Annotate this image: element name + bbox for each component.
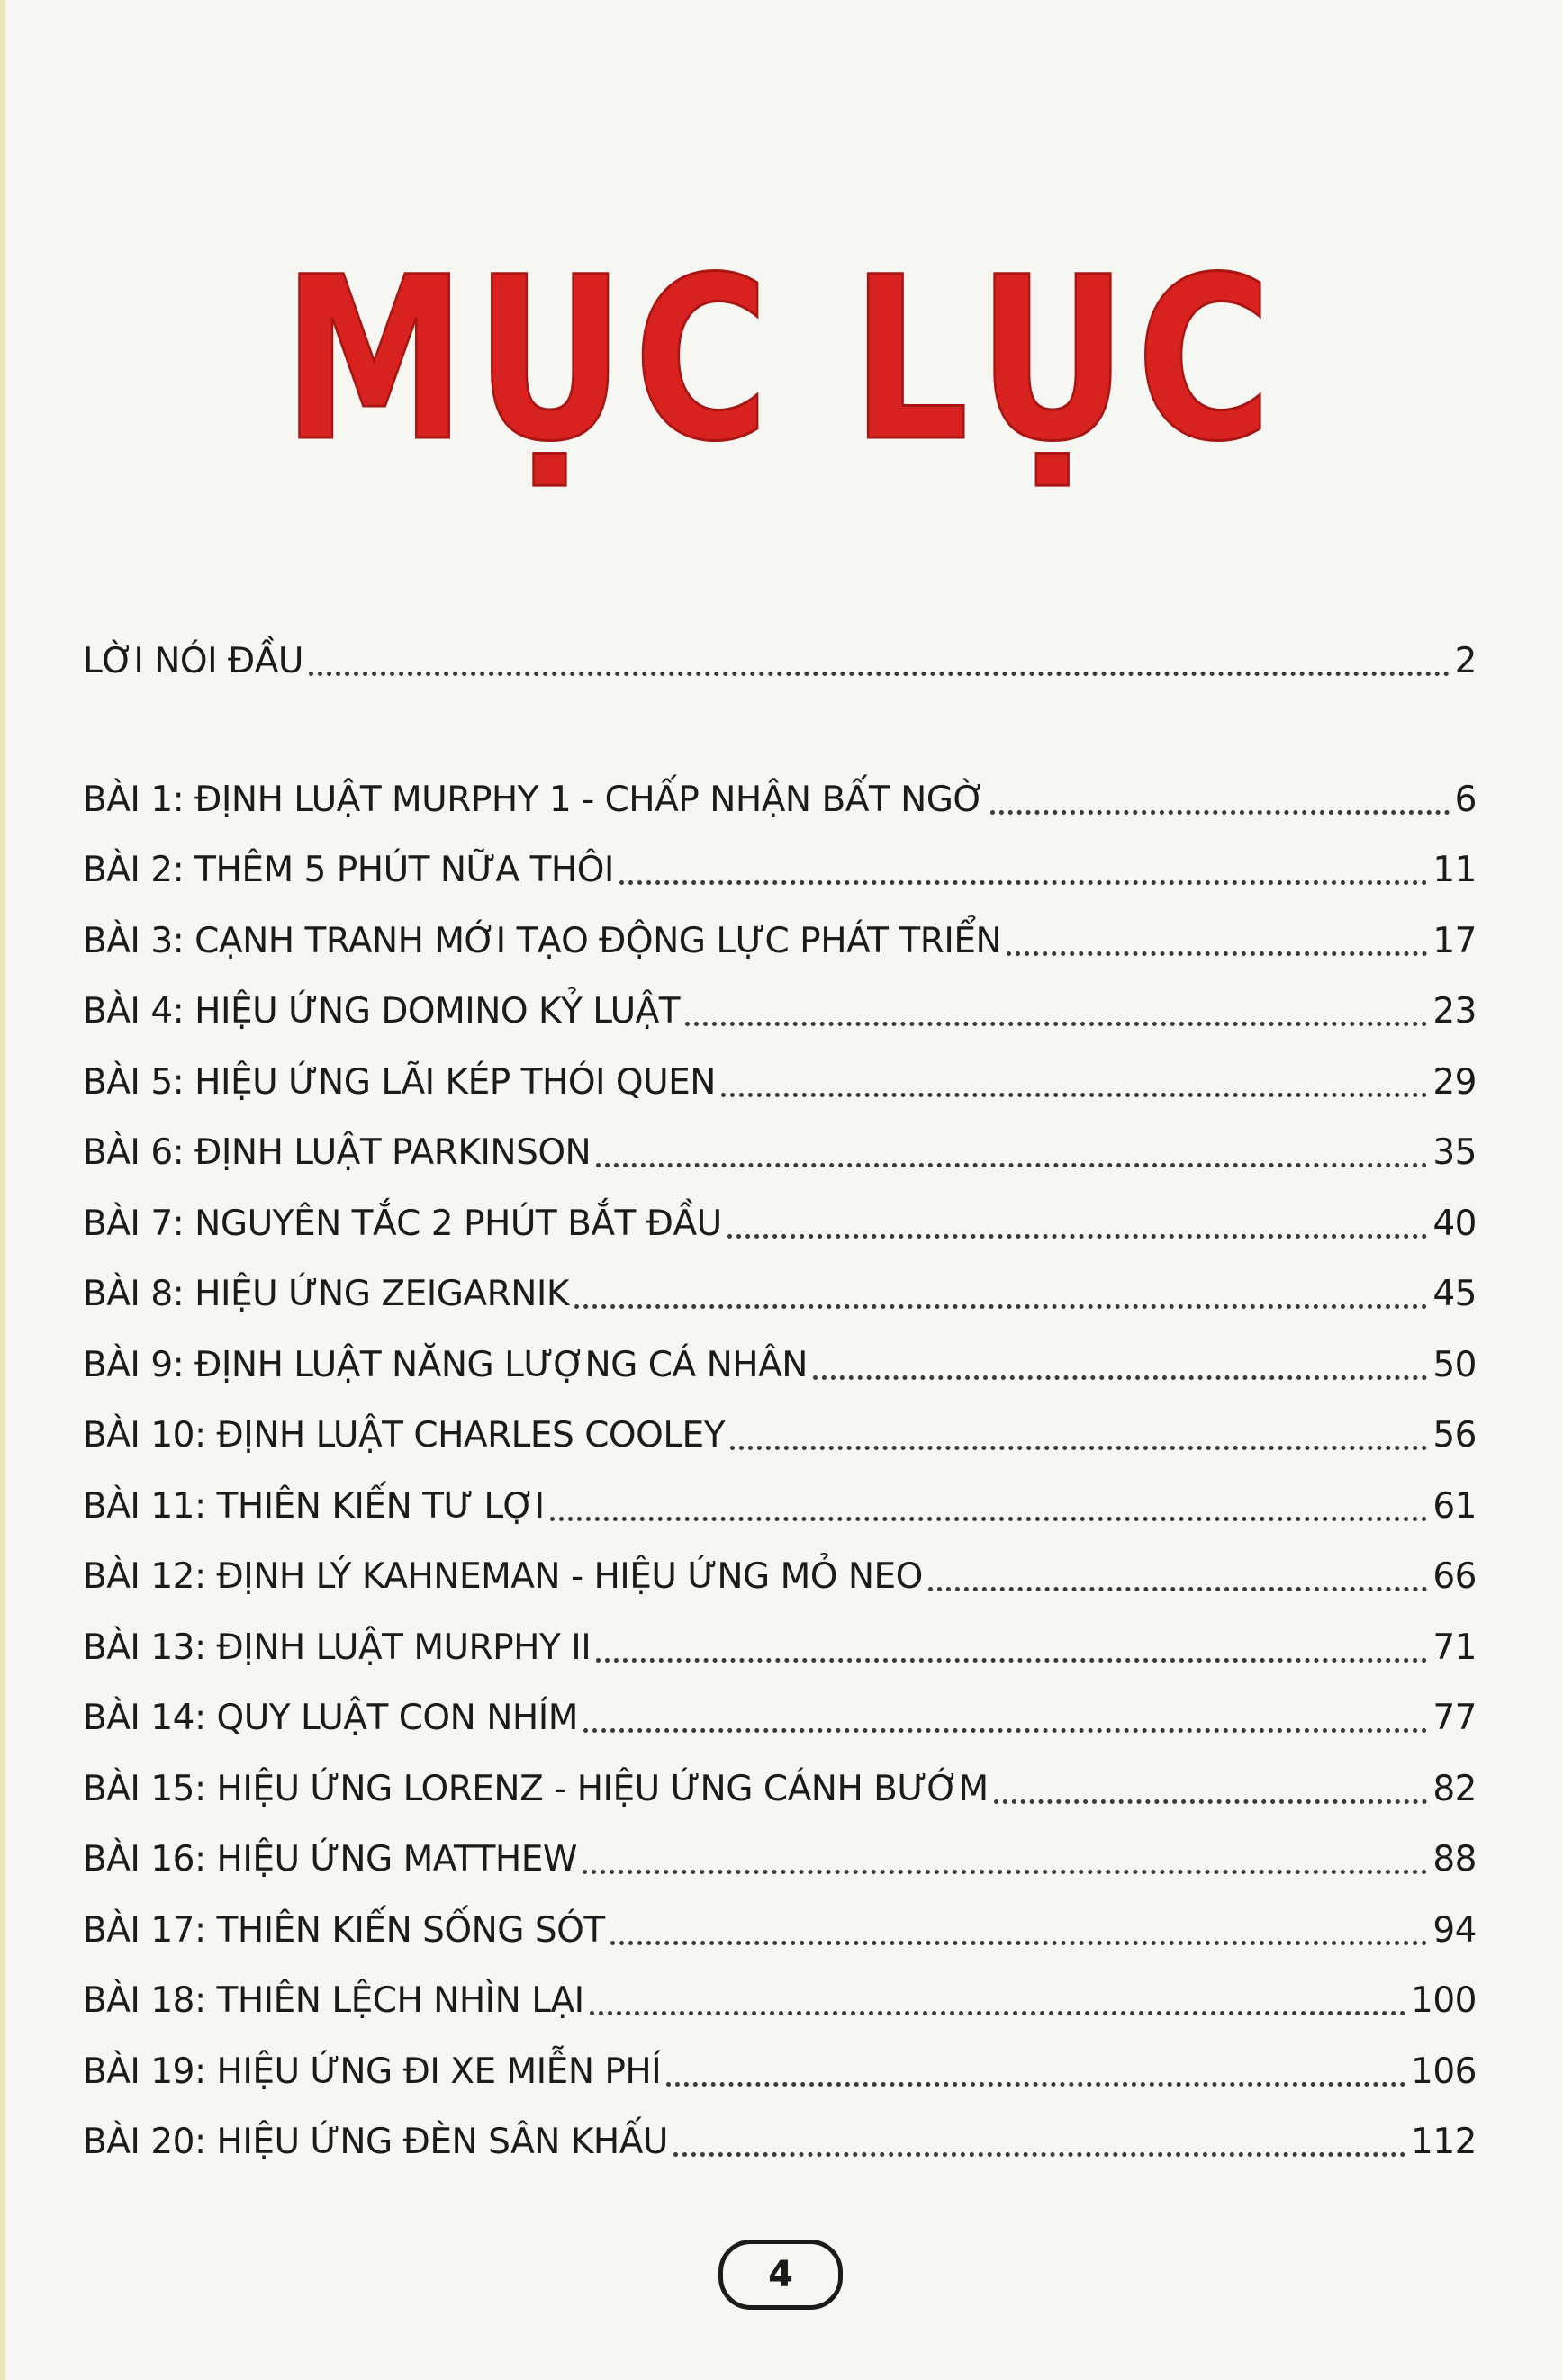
- toc-leader-dots: [574, 1304, 1427, 1309]
- toc-leader-dots: [730, 1446, 1427, 1450]
- toc-entry-lesson-5: [83, 1039, 1477, 1110]
- toc-entry-label: BÀI 17: THIÊN KIẾN SỐNG SÓT: [83, 1909, 605, 1951]
- toc-entry-label: BÀI 20: HIỆU ỨNG ĐÈN SÂN KHẤU: [83, 2122, 668, 2162]
- toc-entry-lesson-19: [83, 2028, 1477, 2099]
- toc-entry-lesson-18: [83, 1958, 1477, 2029]
- toc-entry-page: 6: [1454, 779, 1477, 820]
- toc-entry-page: 100: [1411, 1980, 1477, 2021]
- toc-leader-dots: [596, 1163, 1427, 1167]
- toc-entry-page: 11: [1432, 850, 1477, 890]
- toc-entry-lesson-4: [83, 969, 1477, 1040]
- toc-entry-page: 112: [1411, 2122, 1477, 2162]
- toc-entry-lesson-7: [83, 1180, 1477, 1251]
- toc-entry-label: BÀI 12: ĐỊNH LÝ KAHNEMAN - HIỆU ỨNG MỎ NEO: [83, 1556, 923, 1597]
- toc-entry-lesson-15: [83, 1745, 1477, 1817]
- toc-leader-dots: [619, 880, 1427, 885]
- toc-leader-dots: [583, 1870, 1427, 1874]
- toc-entry-label: BÀI 9: ĐỊNH LUẬT NĂNG LƯỢNG CÁ NHÂN: [83, 1344, 808, 1385]
- toc-entry-label: BÀI 6: ĐỊNH LUẬT PARKINSON: [83, 1132, 592, 1173]
- toc-entry-label: BÀI 2: THÊM 5 PHÚT NỮA THÔI: [83, 850, 614, 890]
- toc-leader-dots: [583, 1728, 1428, 1733]
- toc-entry-lesson-3: [83, 897, 1477, 969]
- toc-entry-lesson-16: [83, 1817, 1477, 1888]
- toc-entry-lesson-20: [83, 2099, 1477, 2170]
- toc-entry-page: 17: [1432, 920, 1477, 961]
- toc-entry-label: BÀI 18: THIÊN LỆCH NHÌN LẠI: [83, 1980, 584, 2021]
- toc-leader-dots: [721, 1093, 1427, 1097]
- toc-entry-label: BÀI 4: HIỆU ỨNG DOMINO KỶ LUẬT: [83, 991, 681, 1032]
- toc-lesson-list: [83, 756, 1477, 2169]
- toc-entry-label: BÀI 11: THIÊN KIẾN TƯ LỢI: [83, 1485, 545, 1527]
- toc-leader-dots: [994, 1799, 1428, 1804]
- toc-entry-page: 40: [1432, 1203, 1477, 1244]
- toc-entry-lesson-9: [83, 1321, 1477, 1393]
- toc-entry-page: 23: [1432, 991, 1477, 1032]
- toc-entry-page: 2: [1454, 640, 1477, 681]
- toc-entry-label: BÀI 3: CẠNH TRANH MỚI TẠO ĐỘNG LỰC PHÁT TRIỂN: [83, 920, 1002, 961]
- toc-entry-label: BÀI 10: ĐỊNH LUẬT CHARLES COOLEY: [83, 1415, 726, 1456]
- toc-entry-label: BÀI 5: HIỆU ỨNG LÃI KÉP THÓI QUEN: [83, 1061, 716, 1103]
- toc-entry-label: LỜI NÓI ĐẦU: [83, 640, 303, 681]
- toc-entry-lesson-13: [83, 1604, 1477, 1675]
- toc-leader-dots: [673, 2152, 1405, 2157]
- toc-leader-dots: [610, 1941, 1428, 1945]
- toc-leader-dots: [596, 1658, 1427, 1663]
- toc-entry-label: BÀI 15: HIỆU ỨNG LORENZ - HIỆU ỨNG CÁNH BƯỚM: [83, 1768, 989, 1809]
- toc-entry-lesson-14: [83, 1675, 1477, 1746]
- toc-entry-lesson-2: [83, 827, 1477, 898]
- toc-entry-page: 45: [1432, 1274, 1477, 1314]
- toc-entry-lesson-6: [83, 1110, 1477, 1181]
- toc-entry-lesson-12: [83, 1534, 1477, 1605]
- toc-leader-dots: [550, 1517, 1428, 1521]
- toc-entry-lesson-17: [83, 1887, 1477, 1958]
- toc-entry-label: BÀI 8: HIỆU ỨNG ZEIGARNIK: [83, 1274, 569, 1314]
- toc-preface: [83, 618, 1477, 689]
- toc-entry-lesson-8: [83, 1251, 1477, 1322]
- toc-leader-dots: [990, 810, 1450, 815]
- toc-entry-page: 29: [1432, 1061, 1477, 1103]
- toc-entry-label: BÀI 1: ĐỊNH LUẬT MURPHY 1 - CHẤP NHẬN BẤT NGỜ: [83, 779, 985, 820]
- toc-entry-page: 61: [1432, 1485, 1477, 1527]
- toc-entry-label: BÀI 16: HIỆU ỨNG MATTHEW: [83, 1839, 577, 1880]
- toc-leader-dots: [590, 2011, 1405, 2015]
- toc-entry-label: BÀI 13: ĐỊNH LUẬT MURPHY II: [83, 1627, 592, 1668]
- toc-entry-page: 71: [1432, 1627, 1477, 1668]
- toc-entry-label: BÀI 7: NGUYÊN TẮC 2 PHÚT BẮT ĐẦU: [83, 1203, 722, 1244]
- toc-leader-dots: [727, 1234, 1428, 1239]
- toc-entry-page: 82: [1432, 1768, 1477, 1809]
- page-title: MỤC LỤC: [282, 229, 1281, 491]
- toc-entry-label: BÀI 14: QUY LUẬT CON NHÍM: [83, 1698, 578, 1738]
- page-edge: [0, 0, 5, 2380]
- toc-leader-dots: [928, 1587, 1427, 1591]
- toc-leader-dots: [666, 2082, 1405, 2087]
- toc-entry-page: 56: [1432, 1415, 1477, 1456]
- toc-leader-dots: [1007, 951, 1427, 956]
- toc-leader-dots: [813, 1375, 1427, 1380]
- toc-entry-label: BÀI 19: HIỆU ỨNG ĐI XE MIỄN PHÍ: [83, 2051, 662, 2092]
- toc-entry-page: 88: [1432, 1839, 1477, 1880]
- toc-entry-page: 77: [1432, 1698, 1477, 1738]
- toc-entry-page: 94: [1432, 1909, 1477, 1951]
- toc-entry-lesson-11: [83, 1463, 1477, 1534]
- toc-leader-dots: [309, 672, 1450, 676]
- toc-entry-lesson-1: [83, 756, 1477, 827]
- toc-entry-page: 106: [1411, 2051, 1477, 2092]
- toc-entry-page: 35: [1432, 1132, 1477, 1173]
- toc-leader-dots: [685, 1022, 1427, 1026]
- toc-entry-page: 66: [1432, 1556, 1477, 1597]
- toc-entry-preface: [83, 618, 1477, 689]
- toc-entry-lesson-10: [83, 1393, 1477, 1464]
- page-number-badge: 4: [718, 2240, 843, 2310]
- toc-entry-page: 50: [1432, 1344, 1477, 1385]
